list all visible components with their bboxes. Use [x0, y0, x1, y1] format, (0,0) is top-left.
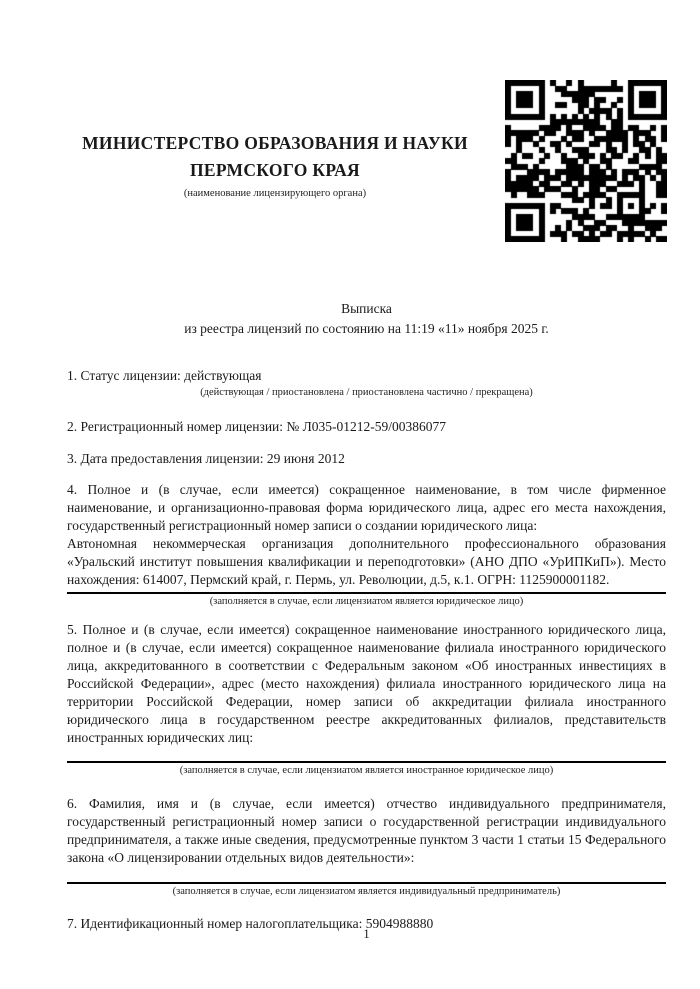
- item-6-entrepreneur-label: 6. Фамилия, имя и (в случае, если имеется) отчество индивидуального предпринимателя, государственный регистрационный номер записи о государственной регистрации индивидуального предпринимателя, а также иные сведения, предусмотренные пунктом 3 части 1 статьи 15 Федерального закона «О лицензировании отдельных видов деятельности»:: [67, 796, 666, 865]
- item-6-caption: (заполняется в случае, если лицензиатом является индивидуальный предприниматель): [172, 886, 561, 897]
- ministry-name-line1: МИНИСТЕРСТВО ОБРАЗОВАНИЯ И НАУКИ: [82, 133, 468, 153]
- qr-code: [505, 80, 667, 242]
- item-4-legal-entity-label: 4. Полное и (в случае, если имеется) сокращенное наименование, в том числе фирменное наименование, и организационно-правовая форма юридического лица, адрес его места нахождения, государственный регистрационный номер записи о создании юридического лица:: [67, 482, 666, 533]
- item-1-caption: (действующая / приостановлена / приостановлена частично / прекращена): [200, 387, 533, 398]
- ministry-header: [25, 130, 525, 200]
- item-7-taxpayer-id: 7. Идентификационный номер налогоплательщика: 5904988880: [67, 916, 434, 931]
- item-2-registration-number: 2. Регистрационный номер лицензии: № Л035-01212-59/00386077: [67, 419, 447, 434]
- item-6-rule: [67, 882, 666, 884]
- item-4-caption: (заполняется в случае, если лицензиатом является юридическое лицо): [209, 596, 524, 607]
- item-1-license-status: 1. Статус лицензии: действующая: [67, 368, 262, 383]
- item-5-caption: (заполняется в случае, если лицензиатом является иностранное юридическое лицо): [179, 765, 554, 776]
- ministry-caption: (наименование лицензирующего органа): [183, 188, 367, 199]
- document-title-line1: Выписка: [341, 301, 392, 316]
- item-5-foreign-entity-label: 5. Полное и (в случае, если имеется) сокращенное наименование иностранного юридического лица, полное и (в случае, если имеется) сокращенное наименование филиала иностранного юридического лица, аккредитованного в соответствии с Федеральным законом «Об иностранных инвестициях в Российской Федерации», адрес (место нахождения) филиала иностранного юридического лица на территории Российской Федерации, номер записи об аккредитации филиала иностранного юридического лица в государственном реестре аккредитованных филиалов, представительств иностранных юридических лиц:: [67, 622, 666, 745]
- document-title: [67, 299, 666, 339]
- page-number: 1: [363, 927, 370, 941]
- document-body: [67, 299, 666, 933]
- item-4-rule: [67, 592, 666, 594]
- document-title-line2: из реестра лицензий по состоянию на 11:19 «11» ноября 2025 г.: [184, 321, 549, 336]
- item-4-legal-entity-value: Автономная некоммерческая организация дополнительного профессионального образования «Уральский институт повышения квалификации и переподготовки» (АНО ДПО «УрИПКиП»). Место нахождения: 614007, Пермский край, г. Пермь, ул. Революции, д.5, к.1. ОГРН: 1125900001182.: [67, 536, 666, 587]
- item-5-rule: [67, 761, 666, 763]
- ministry-name-line2: ПЕРМСКОГО КРАЯ: [190, 160, 360, 180]
- item-3-grant-date: 3. Дата предоставления лицензии: 29 июня 2012: [67, 451, 345, 466]
